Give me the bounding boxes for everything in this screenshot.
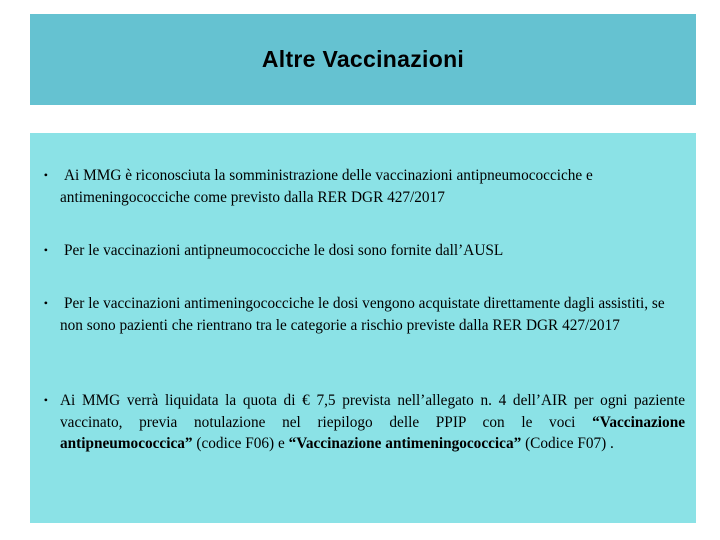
billing-code-label-f07: “Vaccinazione antimeningococcica” (288, 435, 522, 452)
bullet-text-part: (codice F06) e (192, 435, 289, 452)
bullet-text: Per le vaccinazioni antipneumococciche le dosi sono fornite dall’AUSL (64, 242, 504, 259)
bullet-text: Per le vaccinazioni antimeningococciche le dosi vengono acquistate direttamente dagli assistiti, se non sono pazienti che rientrano tra le categorie a rischio previste dalla RER DGR 427/2017 (60, 295, 665, 334)
billing-code-label-f06: “Vaccinazione antipneumococcica” (60, 413, 685, 452)
bullet-text (60, 390, 685, 455)
bullet-marker: • (43, 243, 48, 257)
content-panel (30, 133, 696, 523)
bullet-marker: • (43, 296, 48, 310)
bullet-marker: • (43, 393, 48, 407)
slide-title: Altre Vaccinazioni (261, 46, 465, 72)
bullet-text: Ai MMG è riconosciuta la somministrazione delle vaccinazioni antipneumococciche e antimeningococciche come previsto dalla RER DGR 427/2017 (60, 167, 593, 206)
title-banner (30, 14, 696, 105)
bullet-marker: • (43, 168, 48, 182)
bullet-text-part: (Codice F07) . (521, 435, 614, 452)
bullet-text-part: Ai MMG verrà liquidata la quota di € 7,5 prevista nell’allegato n. 4 dell’AIR per ogni paziente vaccinato, previa notulazione nel riepilogo delle PPIP con le voci (60, 392, 685, 431)
